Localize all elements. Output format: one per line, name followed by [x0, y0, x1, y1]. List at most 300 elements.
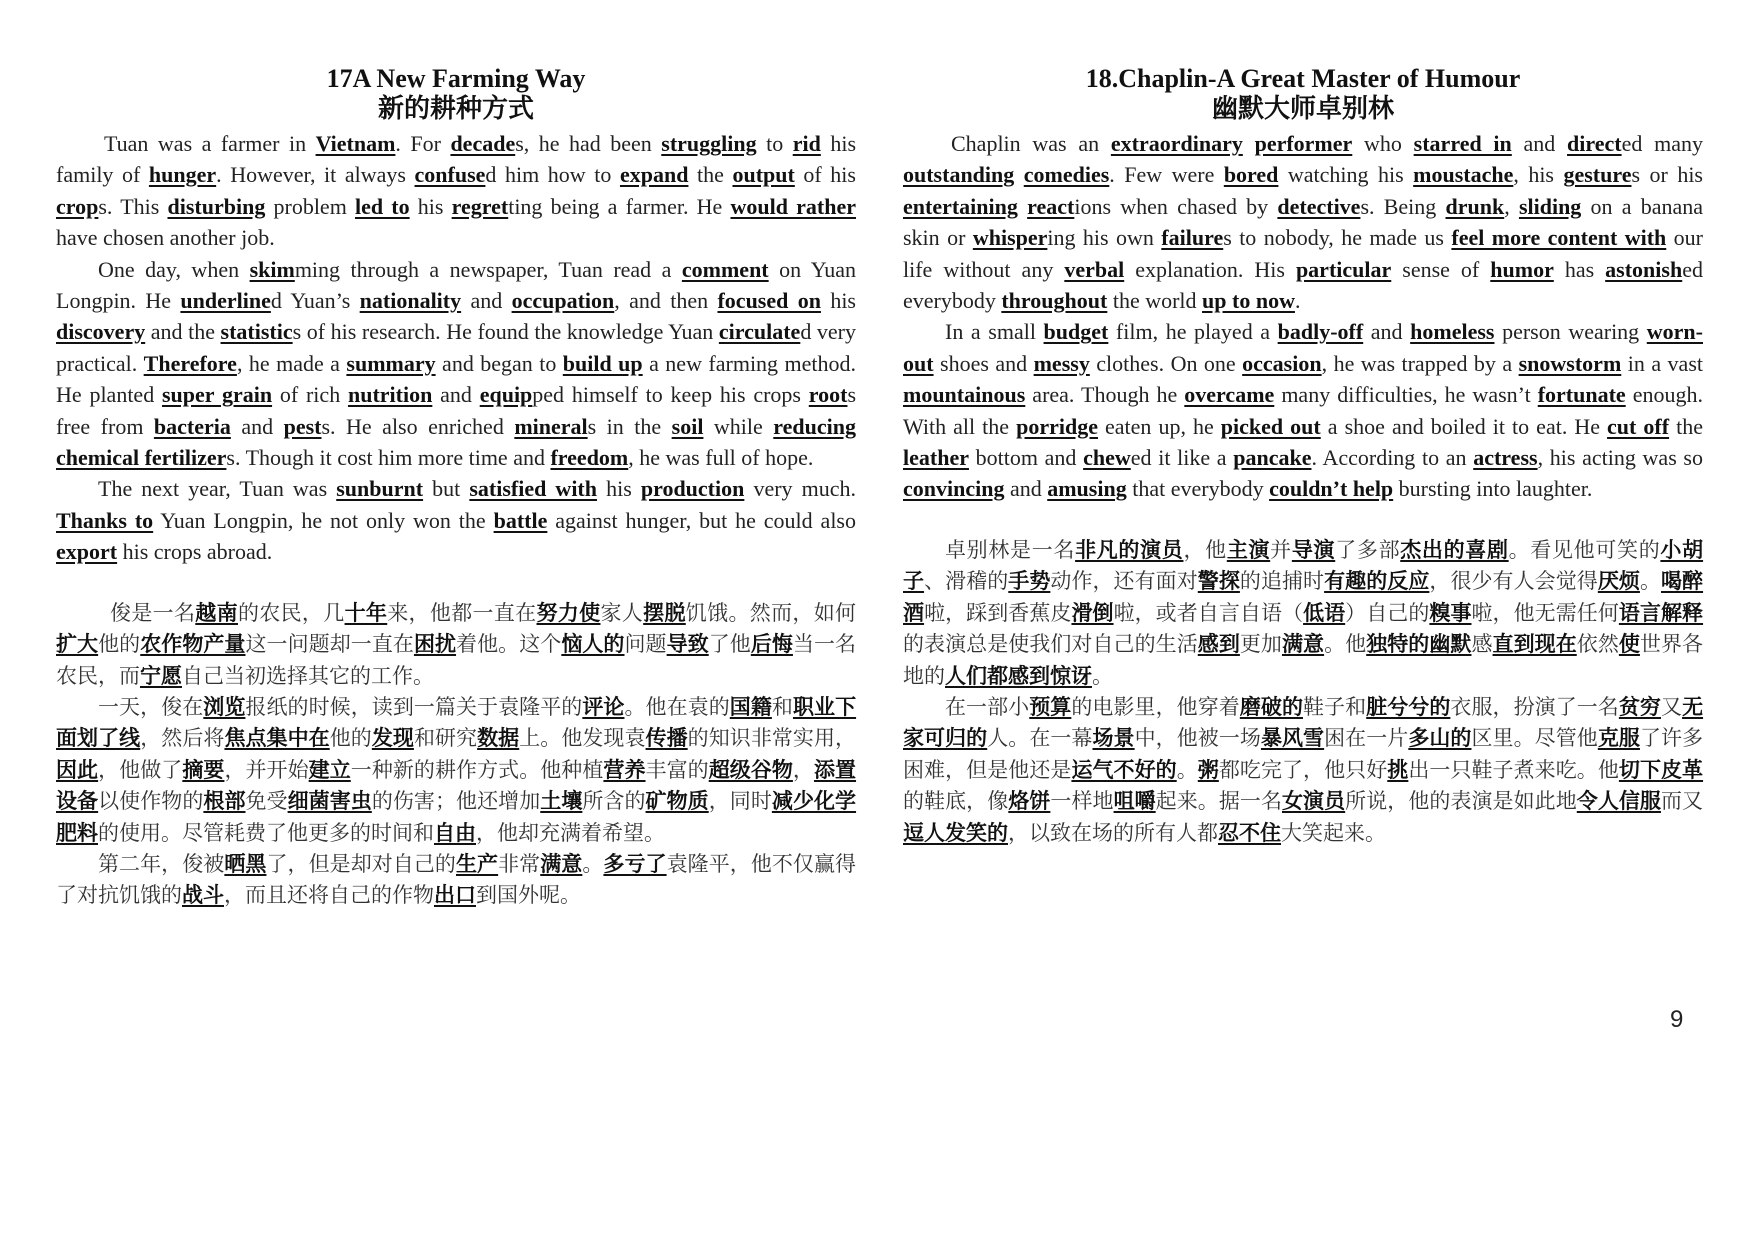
vocabulary-term: 十年	[344, 600, 388, 625]
text-segment: , he was trapped by a	[1321, 350, 1519, 376]
vocabulary-term: skim	[249, 256, 295, 282]
text-segment: 的电影里，他穿着	[1071, 694, 1240, 719]
text-segment: 的使用。尽管耗费了他更多的时间和	[98, 820, 434, 845]
text-segment: 出一只鞋子煮来吃。他	[1408, 757, 1619, 782]
vocabulary-term: rid	[792, 131, 821, 156]
vocabulary-term: astonish	[1605, 256, 1683, 282]
text-segment: The next year, Tuan was	[98, 476, 337, 502]
article-title-en: 18.Chaplin-A Great Master of Humour	[1085, 64, 1521, 93]
text-segment: 。	[1092, 663, 1113, 688]
text-segment: s in the	[587, 413, 672, 439]
text-segment: ，很少有人会觉得	[1429, 569, 1598, 594]
text-segment: 他的	[98, 632, 141, 657]
text-segment: film, he played a	[1108, 319, 1278, 345]
vocabulary-term: 场景	[1092, 726, 1135, 751]
text-segment: 。看见他可笑的	[1508, 537, 1661, 562]
vocabulary-term: overcame	[1184, 382, 1275, 408]
text-segment: s or his	[1631, 162, 1703, 188]
text-segment: 第二年，俊被	[98, 851, 225, 876]
text-segment: One day, when	[98, 256, 250, 282]
vocabulary-term: build up	[562, 350, 643, 376]
vocabulary-term: extraordinary	[1110, 131, 1243, 156]
article-title-en: 17A New Farming Way	[326, 64, 586, 93]
text-segment: has	[1553, 256, 1606, 282]
text-segment: 所说，他的表演是如此地	[1345, 789, 1577, 814]
text-segment: 依然	[1576, 632, 1619, 657]
text-segment: very much.	[744, 476, 856, 502]
text-segment: 着他。这个	[456, 632, 562, 657]
text-segment	[1018, 194, 1027, 219]
text-segment: in a vast	[1621, 350, 1703, 376]
vocabulary-term: comedies	[1023, 162, 1110, 188]
text-segment: ，他却充满着希望。	[476, 820, 665, 845]
text-segment: , his	[1513, 162, 1564, 188]
text-segment: s to nobody, he made us	[1223, 225, 1452, 251]
vocabulary-term: pancake	[1233, 445, 1312, 471]
text-segment: ，而且还将自己的作物	[224, 883, 434, 908]
text-segment: his	[820, 288, 856, 314]
vocabulary-term: 感到	[1197, 632, 1240, 657]
vocabulary-term: 土壤	[540, 789, 583, 814]
text-segment: s, he had been	[515, 131, 662, 156]
text-segment	[1014, 162, 1023, 187]
text-segment: 当一名农民，而	[56, 632, 857, 688]
vocabulary-term: would rather	[730, 193, 856, 219]
vocabulary-term: 人们都感到惊讶	[945, 663, 1092, 688]
vocabulary-term: 导演	[1291, 537, 1336, 562]
text-segment: . However, it always	[216, 162, 415, 188]
text-segment: 一天，俊在	[98, 694, 204, 719]
chinese-paragraph	[56, 849, 856, 912]
vocabulary-term: 低语	[1303, 600, 1346, 625]
vocabulary-term: outstanding	[903, 162, 1015, 188]
vocabulary-term: occupation	[511, 288, 615, 314]
vocabulary-term: whisper	[972, 225, 1048, 251]
text-segment: to	[756, 131, 793, 156]
text-segment: 感	[1471, 632, 1493, 657]
text-segment: ，他做了	[98, 757, 183, 782]
text-segment: 。他	[1324, 632, 1367, 657]
chinese-paragraph	[903, 692, 1703, 849]
text-segment: 家人	[600, 600, 644, 625]
text-segment: ming through a newspaper, Tuan read a	[294, 256, 682, 282]
vocabulary-term: mountainous	[903, 382, 1026, 408]
text-segment: ed many	[1621, 131, 1703, 156]
vocabulary-term: 糗事	[1429, 600, 1472, 625]
vocabulary-term: underline	[180, 288, 271, 314]
chinese-translation	[56, 598, 856, 912]
vocabulary-term: 女演员	[1282, 789, 1346, 814]
vocabulary-term: 扩大	[56, 632, 99, 657]
text-segment: 更加	[1239, 632, 1282, 657]
vocabulary-term: 添置设备	[56, 757, 857, 814]
text-segment: ed it like a	[1130, 445, 1234, 471]
vocabulary-term: bored	[1223, 162, 1279, 188]
vocabulary-term: homeless	[1410, 319, 1495, 345]
text-segment: 问题	[624, 632, 667, 657]
vocabulary-term: humor	[1490, 256, 1554, 282]
article-title-zh: 新的耕种方式	[377, 94, 534, 124]
text-segment: ions when chased by	[1074, 193, 1278, 219]
text-segment: .	[1294, 288, 1301, 314]
text-segment: 啦，他无需任何	[1471, 600, 1619, 625]
vocabulary-term: amusing	[1047, 476, 1127, 502]
vocabulary-term: verbal	[1064, 256, 1125, 282]
vocabulary-term: 恼人的	[561, 632, 625, 657]
text-segment: and	[1004, 476, 1048, 502]
text-segment: 的表演总是使我们对自己的生活	[903, 632, 1198, 657]
text-segment: s. Though it cost him more time and	[226, 445, 551, 471]
text-segment: ，他	[1183, 537, 1227, 562]
text-segment: sense of	[1391, 256, 1491, 282]
text-segment: 非常	[498, 851, 541, 876]
text-segment: 他的	[329, 726, 372, 751]
vocabulary-term: 营养	[603, 757, 646, 782]
text-segment: on Yuan Longpin. He	[56, 256, 856, 314]
text-segment: s. This	[98, 193, 168, 219]
text-segment: a shoe and boiled it to eat. He	[1320, 413, 1608, 439]
vocabulary-term: nutrition	[347, 382, 433, 408]
page-number: 9	[1670, 1006, 1684, 1033]
vocabulary-term: 导致	[666, 632, 709, 657]
vocabulary-term: convincing	[903, 476, 1005, 502]
vocabulary-term: 职业下面划了线	[56, 694, 857, 751]
vocabulary-term: Vietnam	[315, 131, 396, 156]
vocabulary-term: 生产	[455, 851, 499, 876]
english-paragraph	[56, 254, 856, 474]
vocabulary-term: 国籍	[729, 694, 772, 719]
text-segment: d Yuan’s	[270, 288, 360, 314]
text-segment: 免受	[245, 789, 288, 814]
vocabulary-term: statistic	[220, 319, 293, 345]
text-segment: 一样地	[1050, 789, 1114, 814]
text-segment: his	[597, 476, 641, 502]
vocabulary-term: failure	[1161, 225, 1224, 251]
text-segment: , his acting was so	[1537, 445, 1703, 471]
text-segment: who	[1352, 131, 1414, 156]
vocabulary-term: 传播	[645, 726, 688, 751]
vocabulary-term: production	[640, 476, 745, 502]
text-segment: 上。他发现袁	[519, 726, 646, 751]
vocabulary-term: decade	[450, 131, 516, 156]
vocabulary-term: up to now	[1202, 288, 1295, 314]
text-segment: 一种新的耕作方式。他种植	[350, 757, 604, 782]
text-segment: a new farming method. He planted	[56, 350, 856, 408]
vocabulary-term: cut off	[1607, 413, 1670, 439]
vocabulary-term: 战斗	[182, 883, 224, 908]
vocabulary-term: struggling	[661, 131, 757, 156]
vocabulary-term: export	[56, 539, 118, 565]
text-segment: 以使作物的	[98, 789, 204, 814]
text-segment: problem	[265, 193, 355, 219]
text-segment: 了，但是却对自己的	[266, 851, 456, 876]
vocabulary-term: detective	[1277, 193, 1361, 219]
vocabulary-term: focused on	[717, 288, 821, 314]
vocabulary-term: 矿物质	[645, 789, 709, 814]
vocabulary-term: 警探	[1197, 569, 1240, 594]
vocabulary-term: bacteria	[153, 413, 231, 439]
text-segment: 的伤害；他还增加	[371, 789, 541, 814]
vocabulary-term: 多亏了	[603, 851, 667, 876]
vocabulary-term: 细菌害虫	[287, 789, 372, 814]
text-segment: his crops abroad.	[117, 539, 273, 565]
text-segment: 中，他被一场	[1134, 726, 1261, 751]
text-segment: ped himself to keep his crops	[532, 382, 809, 408]
vocabulary-term: particular	[1295, 256, 1392, 282]
vocabulary-term: 脏兮兮的	[1366, 694, 1451, 719]
vocabulary-term: comment	[681, 256, 769, 282]
vocabulary-term: 晒黑	[224, 851, 267, 876]
vocabulary-term: 满意	[1281, 632, 1325, 657]
text-segment: and the	[145, 319, 221, 345]
text-segment: 和	[771, 694, 793, 719]
vocabulary-term: 暴风雪	[1260, 726, 1325, 751]
vocabulary-term: 多山的	[1408, 726, 1472, 751]
vocabulary-term: chemical fertilizer	[56, 445, 227, 471]
text-segment: that everybody	[1126, 476, 1270, 502]
text-segment: 大笑起来。	[1281, 820, 1386, 845]
vocabulary-term: 困扰	[413, 632, 457, 657]
vocabulary-term: direct	[1567, 131, 1622, 156]
english-passage	[56, 128, 856, 568]
text-segment: ，	[792, 757, 814, 782]
text-segment: ing his own	[1047, 225, 1162, 251]
text-segment: 都吃完了，他只好	[1218, 757, 1388, 782]
vocabulary-term: gesture	[1563, 162, 1632, 188]
vocabulary-term: 浏览	[203, 694, 246, 719]
text-segment: 。他在袁的	[624, 694, 730, 719]
vocabulary-term: 因此	[56, 757, 99, 782]
vocabulary-term: porridge	[1016, 413, 1098, 439]
text-segment: 的农民，几	[237, 600, 345, 625]
vocabulary-term: 农作物产量	[140, 632, 246, 657]
text-segment: the world	[1107, 288, 1203, 314]
vocabulary-term: confuse	[414, 162, 486, 188]
english-paragraph	[56, 128, 856, 254]
text-segment: . For	[395, 131, 451, 156]
text-segment: of rich	[272, 382, 348, 408]
vocabulary-term: battle	[493, 507, 548, 533]
vocabulary-term: couldn’t help	[1269, 476, 1394, 502]
vocabulary-term: 滑倒	[1071, 600, 1114, 625]
text-segment: 啦，踩到香蕉皮	[924, 600, 1072, 625]
vocabulary-term: super grain	[162, 382, 273, 408]
vocabulary-term: 令人信服	[1576, 789, 1661, 814]
vocabulary-term: 独特的幽默	[1366, 632, 1472, 657]
text-segment: , he made a	[236, 350, 347, 376]
vocabulary-term: 小胡子	[903, 537, 1704, 594]
text-segment: explanation. His	[1124, 256, 1296, 282]
vocabulary-term: 预算	[1029, 694, 1072, 719]
text-segment: 丰富的	[645, 757, 709, 782]
vocabulary-term: crop	[56, 193, 99, 219]
chinese-paragraph	[56, 692, 856, 849]
text-segment: 困在一片	[1324, 726, 1409, 751]
text-segment: 袁隆平，他不仅赢得了对抗饥饿的	[56, 851, 857, 908]
text-segment: Tuan was a farmer in	[104, 131, 316, 156]
text-segment: his	[409, 193, 452, 219]
vocabulary-term: 语言解释	[1618, 600, 1704, 625]
text-segment: watching his	[1278, 162, 1414, 188]
vocabulary-term: mineral	[514, 413, 588, 439]
text-segment: 起来。据一名	[1155, 789, 1282, 814]
text-segment: 。	[1176, 757, 1198, 782]
text-segment: 鞋子和	[1303, 694, 1367, 719]
text-segment: , and then	[614, 288, 718, 314]
english-paragraph	[56, 473, 856, 567]
vocabulary-term: 摘要	[182, 757, 225, 782]
vocabulary-term: badly-off	[1277, 319, 1364, 345]
vocabulary-term: drunk	[1445, 193, 1505, 219]
vocabulary-term: 减少化学肥料	[56, 789, 857, 845]
article-17	[56, 64, 856, 912]
text-segment: person wearing	[1494, 319, 1647, 345]
text-segment: ed everybody	[903, 256, 1703, 314]
text-segment: 了许多困难，但是他还是	[903, 726, 1704, 782]
vocabulary-term: 自由	[434, 820, 476, 845]
text-segment: and	[1363, 319, 1411, 345]
vocabulary-term: snowstorm	[1518, 350, 1622, 376]
vocabulary-term: react	[1027, 193, 1075, 219]
vocabulary-term: 手势	[1008, 569, 1051, 594]
text-segment: enough. With all the	[903, 382, 1703, 439]
vocabulary-term: 努力使	[536, 600, 601, 625]
vocabulary-term: leather	[903, 445, 969, 471]
text-segment: 区里。尽管他	[1471, 726, 1598, 751]
vocabulary-term: output	[732, 162, 795, 188]
text-segment: and began to	[435, 350, 563, 376]
vocabulary-term: throughout	[1001, 288, 1108, 314]
vocabulary-term: 数据	[477, 726, 520, 751]
vocabulary-term: 运气不好的	[1071, 757, 1177, 782]
vocabulary-term: budget	[1043, 319, 1109, 345]
text-segment: 和研究	[413, 726, 478, 751]
text-segment: ，以致在场的所有人都	[1008, 820, 1218, 845]
text-segment: In a small	[945, 319, 1044, 345]
text-segment: his family of	[56, 131, 857, 188]
text-segment: while	[703, 413, 774, 439]
vocabulary-term: feel more content with	[1451, 225, 1667, 251]
vocabulary-term: 有趣的反应	[1324, 569, 1430, 594]
vocabulary-term: 挑	[1387, 757, 1409, 782]
vocabulary-term: expand	[619, 162, 689, 188]
vocabulary-term: 根部	[203, 789, 246, 814]
vocabulary-term: led to	[354, 193, 410, 219]
text-segment: 了他	[708, 632, 751, 657]
text-segment: on a banana skin or	[903, 193, 1704, 251]
english-paragraph	[903, 128, 1703, 316]
text-segment: 人。在一幕	[987, 726, 1093, 751]
vocabulary-term: 超级谷物	[708, 757, 793, 782]
text-segment: 又	[1661, 694, 1683, 719]
vocabulary-term: 克服	[1597, 726, 1640, 751]
vocabulary-term: sunburnt	[336, 476, 424, 502]
article-title-zh: 幽默大师卓别林	[1211, 94, 1394, 124]
text-segment: 并	[1270, 537, 1292, 562]
vocabulary-term: root	[808, 382, 848, 408]
text-segment: ）自己的	[1345, 600, 1430, 625]
vocabulary-term: 摆脱	[643, 600, 686, 625]
text-segment: 、滑稽的	[924, 569, 1009, 594]
vocabulary-term: 咀嚼	[1113, 789, 1156, 814]
text-segment: and	[432, 382, 480, 408]
text-segment	[1243, 131, 1255, 156]
vocabulary-term: 磨破的	[1239, 694, 1303, 719]
vocabulary-term: summary	[346, 350, 436, 376]
text-segment: and	[230, 413, 284, 439]
article-18	[903, 64, 1703, 849]
vocabulary-term: nationality	[359, 288, 462, 314]
text-segment: bottom and	[968, 445, 1084, 471]
vocabulary-term: disturbing	[167, 193, 266, 219]
text-segment: 的知识非常实用，	[687, 726, 857, 751]
text-segment: s free from	[56, 382, 857, 439]
text-segment: d him how to	[485, 162, 620, 188]
vocabulary-term: sliding	[1518, 193, 1582, 219]
vocabulary-term: 逗人发笑的	[903, 820, 1008, 845]
text-segment: 。	[582, 851, 604, 876]
vocabulary-term: chew	[1083, 445, 1131, 471]
vocabulary-term: 杰出的喜剧	[1400, 537, 1509, 562]
vocabulary-term: 贫穷	[1618, 694, 1661, 719]
english-paragraph	[903, 316, 1703, 504]
vocabulary-term: reducing	[773, 413, 856, 439]
text-segment: many difficulties, he wasn’t	[1274, 382, 1538, 408]
text-segment: 啦，或者自言自语（	[1113, 600, 1304, 625]
text-segment: 卓别林是一名	[945, 537, 1076, 562]
text-segment: 饥饿。然而，如何	[685, 600, 857, 625]
text-segment: clothes. On one	[1089, 350, 1243, 376]
text-segment: shoes and	[933, 350, 1034, 376]
vocabulary-term: 烙饼	[1008, 789, 1051, 814]
vocabulary-term: entertaining	[903, 193, 1018, 219]
vocabulary-term: 评论	[582, 694, 625, 719]
text-segment: s. He also enriched	[321, 413, 515, 439]
text-segment: 这一问题却一直在	[245, 632, 414, 657]
vocabulary-term: 粥	[1197, 757, 1219, 782]
vocabulary-term: equip	[479, 382, 533, 408]
vocabulary-term: hunger	[148, 162, 217, 188]
vocabulary-term: 发现	[371, 726, 414, 751]
vocabulary-term: performer	[1254, 131, 1353, 156]
vocabulary-term: soil	[671, 413, 704, 439]
text-segment: 在一部小	[945, 694, 1030, 719]
text-segment: our life without any	[903, 225, 1704, 282]
text-segment: 俊是一名	[110, 600, 196, 625]
text-segment: ,	[1504, 193, 1519, 219]
text-segment: Yuan Longpin, he not only won the	[153, 507, 494, 533]
text-segment: d very practical.	[56, 319, 856, 376]
vocabulary-term: actress	[1473, 445, 1538, 471]
vocabulary-term: 喝醉酒	[903, 569, 1704, 625]
text-segment: . Few were	[1109, 162, 1224, 188]
vocabulary-term: 切下皮革	[1618, 757, 1704, 782]
vocabulary-term: 宁愿	[140, 663, 182, 688]
text-segment: 动作，还有面对	[1050, 569, 1198, 594]
text-segment: s of his research. He found the knowledge Yuan	[292, 319, 719, 345]
vocabulary-term: moustache	[1413, 162, 1514, 188]
vocabulary-term: 出口	[434, 883, 476, 908]
text-segment: and	[1511, 131, 1568, 156]
vocabulary-term: 厌烦	[1597, 569, 1640, 594]
text-segment: 的追捕时	[1239, 569, 1325, 594]
text-segment: . According to an	[1311, 445, 1474, 471]
vocabulary-term: starred in	[1413, 131, 1512, 156]
vocabulary-term: pest	[283, 413, 322, 439]
text-segment: Chaplin was an	[951, 131, 1111, 156]
vocabulary-term: 满意	[540, 851, 583, 876]
vocabulary-term: circulate	[718, 319, 801, 345]
